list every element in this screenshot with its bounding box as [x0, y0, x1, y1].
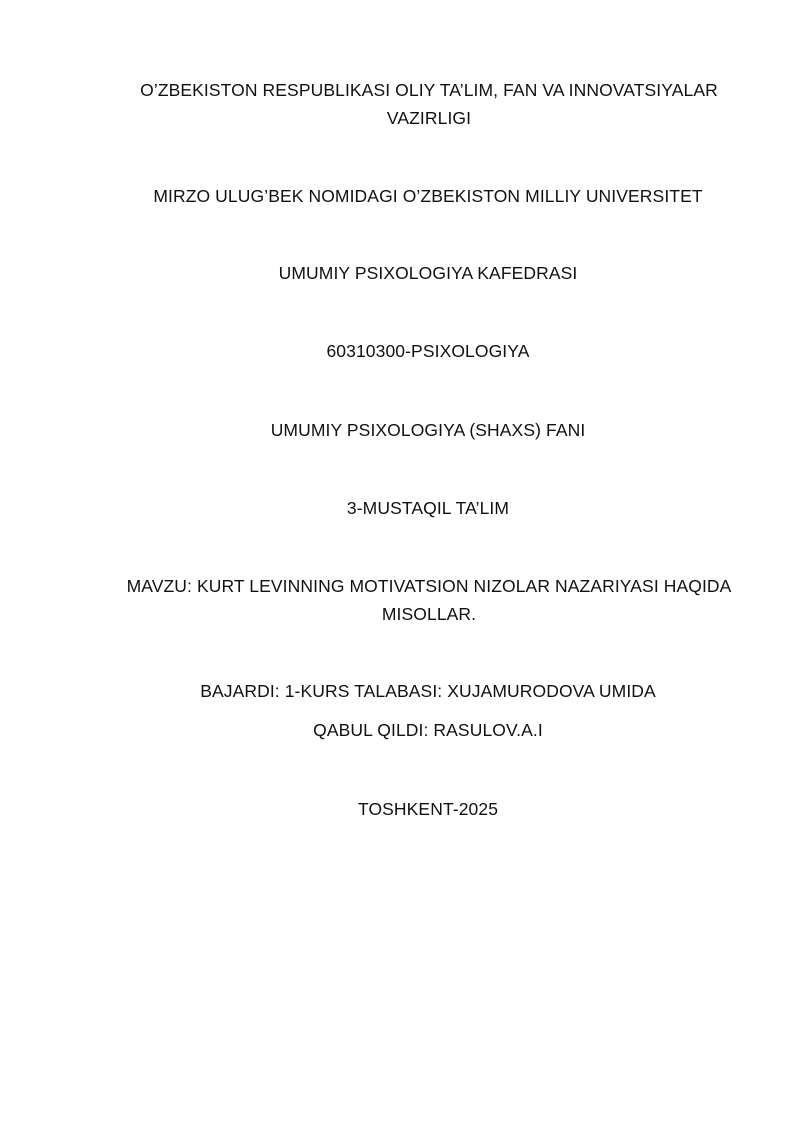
program-code: 60310300-PSIXOLOGIYA: [326, 341, 530, 361]
university-name: MIRZO ULUG’BEK NOMIDAGI O’ZBEKISTON MILLIY UNIVERSITET: [153, 186, 703, 206]
performed-by: BAJARDI: 1-KURS TALABASI: XUJAMURODOVA UMIDA: [200, 681, 656, 701]
topic-title: MAVZU: KURT LEVINNING MOTIVATSION NIZOLAR NAZARIYASI HAQIDA MISOLLAR.: [126, 576, 732, 624]
ministry-title: O’ZBEKISTON RESPUBLIKASI OLIY TA’LIM, FAN VA INNOVATSIYALAR VAZIRLIGI: [140, 80, 718, 128]
city-year: TOSHKENT-2025: [357, 799, 499, 819]
subject-name: UMUMIY PSIXOLOGIYA (SHAXS) FANI: [270, 420, 586, 440]
department-name: UMUMIY PSIXOLOGIYA KAFEDRASI: [278, 263, 578, 283]
assignment-title: 3-MUSTAQIL TA’LIM: [346, 498, 510, 518]
accepted-by: QABUL QILDI: RASULOV.A.I: [313, 720, 543, 740]
